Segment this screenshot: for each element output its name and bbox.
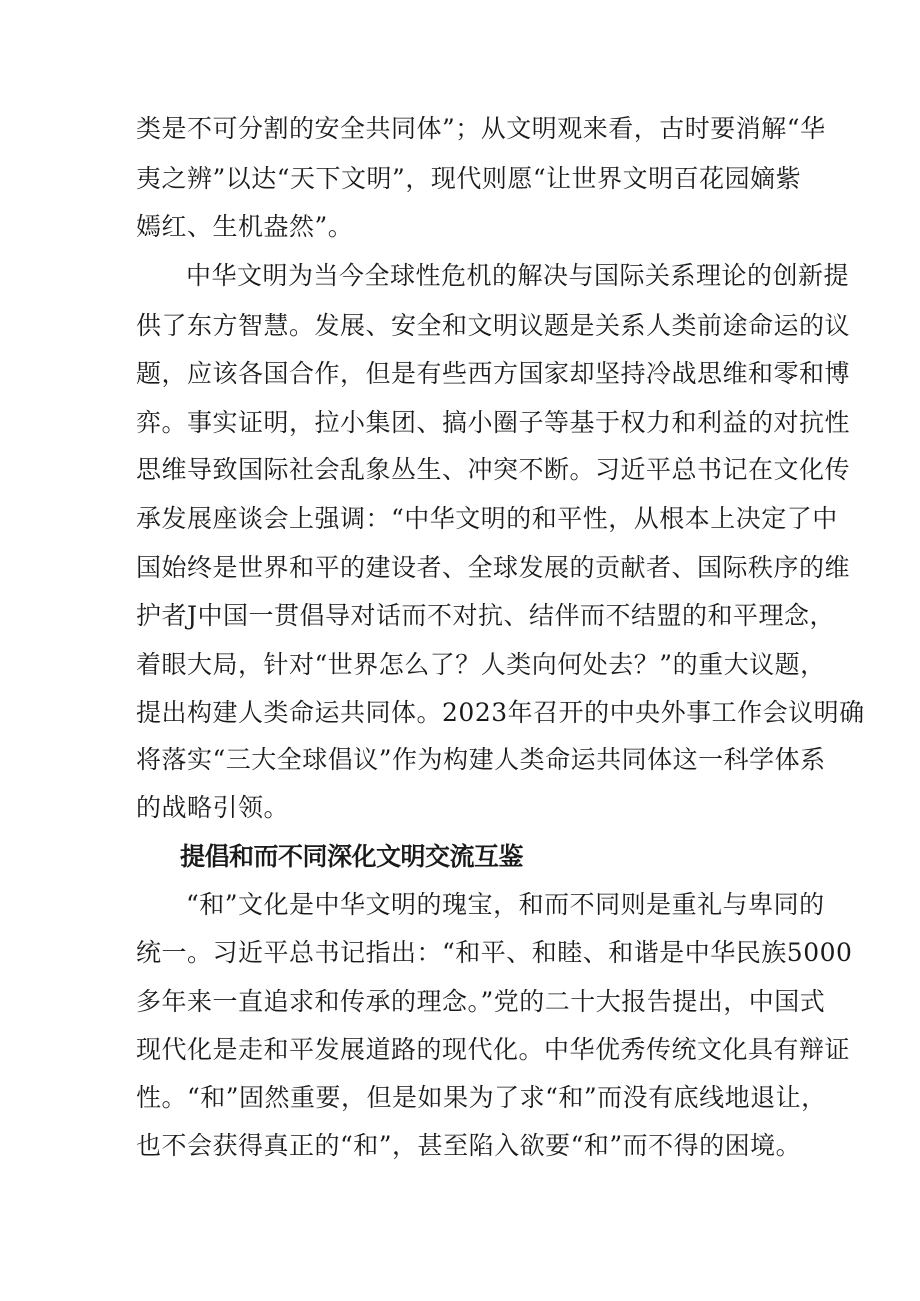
text-line: 供了东方智慧。发展、安全和文明议题是关系人类前途命运的议: [136, 311, 851, 340]
text-line: 多年来一直追求和传承的理念。”党的二十大报告提出，中国式: [136, 987, 826, 1016]
text-line: 也不会获得真正的“和”，甚至陷入欲要“和”而不得的困境。: [136, 1131, 802, 1160]
text-line: 中华文明为当今全球性危机的解决与国际关系理论的创新提: [186, 261, 850, 290]
text-line: 将落实“三大全球倡议”作为构建人类命运共同体这一科学体系: [136, 745, 826, 774]
text-line: 提出构建人类命运共同体。2023年召开的中央外事工作会议明确: [136, 698, 865, 727]
text-line: 思维导致国际社会乱象丛生、冲突不断。习近平总书记在文化传: [136, 455, 851, 484]
text-line: 护者J中国一贯倡导对话而不对抗、结伴而不结盟的和平理念，: [136, 601, 836, 630]
text-line: 国始终是世界和平的建设者、全球发展的贡献者、国际秩序的维: [136, 553, 851, 582]
text-line: 类是不可分割的安全共同体”；从文明观来看，古时要消解“华: [136, 114, 826, 143]
text-line: 弈。事实证明，拉小集团、搞小圈子等基于权力和利益的对抗性: [136, 408, 851, 437]
text-line: 承发展座谈会上强调：“中华文明的和平性，从根本上决定了中: [136, 504, 838, 533]
text-line: 现代化是走和平发展道路的现代化。中华优秀传统文化具有辩证: [136, 1035, 851, 1064]
section-heading: 提倡和而不同深化文明交流互鉴: [180, 842, 524, 871]
text-line: 夷之辨”以达“天下文明”，现代则愿“让世界文明百花园嫡紫: [136, 164, 802, 193]
text-line: 题，应该各国合作，但是有些西方国家却坚持冷战思维和零和博: [136, 359, 851, 388]
text-line: “和”文化是中华文明的瑰宝，和而不同则是重礼与卑同的: [186, 890, 825, 919]
text-line: 着眼大局，针对“世界怎么了？人类向何处去？”的重大议题，: [136, 650, 826, 679]
text-line: 的战略引领。: [136, 793, 290, 822]
text-line: 嫣红、生机盎然”。: [136, 212, 354, 241]
text-line: 统一。习近平总书记指出：“和平、和睦、和谐是中华民族5000: [136, 938, 853, 967]
text-line: 性。“和”固然重要，但是如果为了求“和”而没有底线地退让，: [136, 1083, 827, 1112]
